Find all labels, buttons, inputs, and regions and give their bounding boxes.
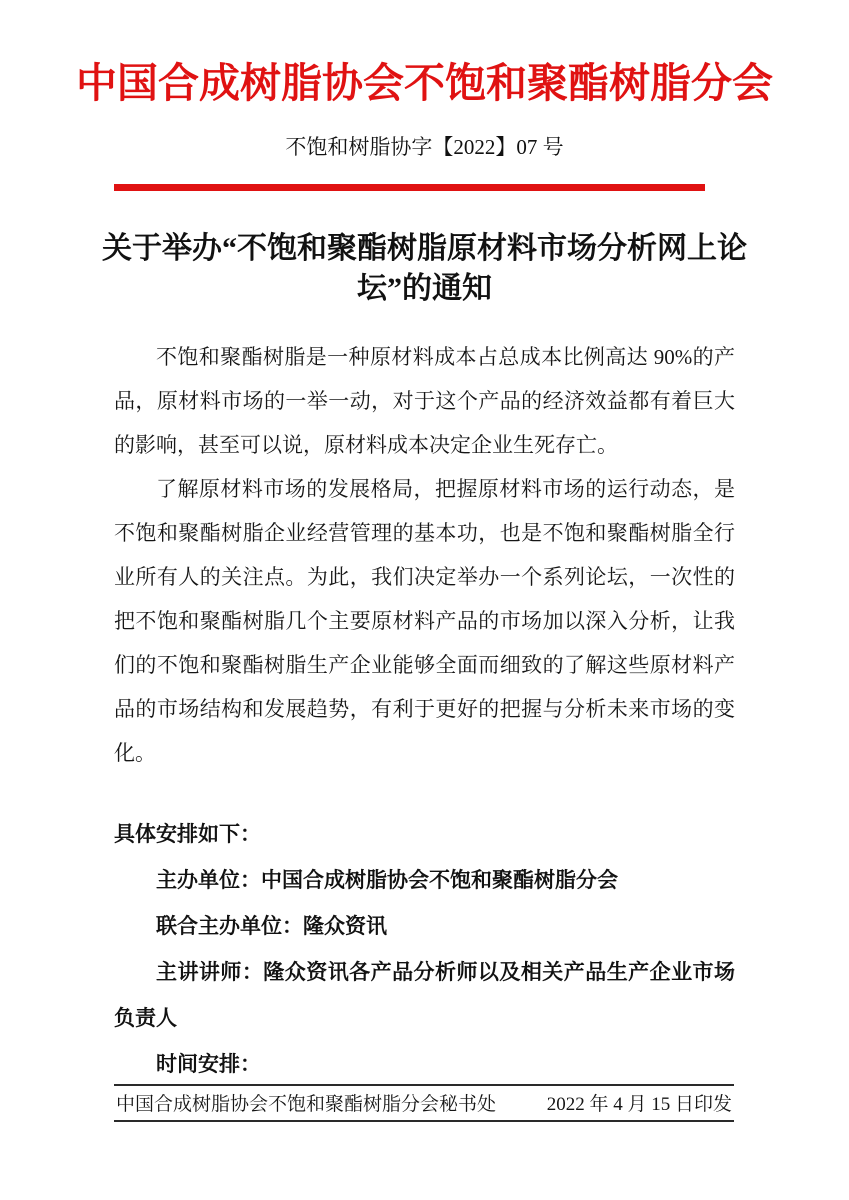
footer-bar: [114, 1084, 734, 1122]
arrangement-item-schedule: 时间安排：: [156, 1052, 261, 1077]
body-paragraph-1: 不饱和聚酯树脂是一种原材料成本占总成本比例高达 90%的产品，原材料市场的一举一动，对于这个产品的经济效益都有着巨大的影响，甚至可以说，原材料成本决定企业生死存亡。: [114, 345, 735, 458]
body-paragraph-2: 了解原材料市场的发展格局，把握原材料市场的运行动态，是不饱和聚酯树脂企业经营管理的基本功，也是不饱和聚酯树脂全行业所有人的关注点。为此，我们决定举办一个系列论坛，一次性的把不饱和聚酯树脂几个主要原材料产品的市场加以深入分析，让我们的不饱和聚酯树脂生产企业能够全面而细致的了解这些原材料产品的市场结构和发展趋势，有利于更好的把握与分析未来市场的变化。: [114, 477, 735, 766]
notice-title: 关于举办“不饱和聚酯树脂原材料市场分析网上论坛”的通知: [102, 232, 747, 306]
arrangement-item-co-organizer: 联合主办单位：隆众资讯: [156, 914, 387, 939]
arrangements-section: [114, 811, 735, 1087]
notice-body: [114, 335, 735, 775]
letterhead-org-name: 中国合成树脂协会不饱和聚酯树脂分会: [76, 60, 773, 106]
footer-issuer: 中国合成树脂协会不饱和聚酯树脂分会秘书处: [116, 1094, 497, 1115]
footer-print-date: 2022 年 4 月 15 日印发: [546, 1094, 732, 1115]
document-number: 不饱和树脂协字【2022】07 号: [285, 135, 564, 160]
arrangement-item-lecturers: 主讲讲师：隆众资讯各产品分析师以及相关产品生产企业市场负责人: [114, 960, 735, 1031]
red-divider-rule: [114, 184, 705, 191]
arrangement-item-host-organizer: 主办单位：中国合成树脂协会不饱和聚酯树脂分会: [156, 868, 618, 893]
arrangements-heading: 具体安排如下：: [114, 822, 261, 847]
